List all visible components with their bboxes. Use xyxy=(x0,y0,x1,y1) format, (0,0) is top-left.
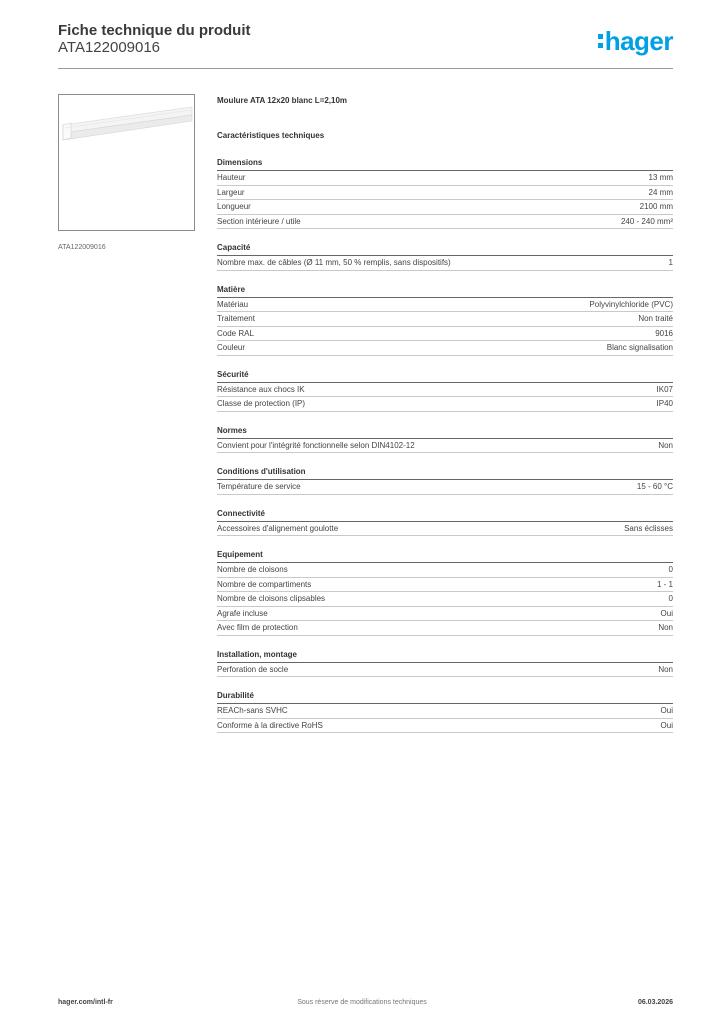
spec-label: Traitement xyxy=(217,314,255,323)
spec-section xyxy=(217,158,673,229)
spec-row xyxy=(217,607,673,622)
spec-row xyxy=(217,704,673,719)
spec-label: Nombre de cloisons xyxy=(217,565,288,574)
spec-value: Polyvinylchloride (PVC) xyxy=(589,299,673,309)
logo-dots-icon xyxy=(598,28,604,54)
spec-label: Température de service xyxy=(217,482,301,491)
spec-section xyxy=(217,285,673,356)
spec-label: Code RAL xyxy=(217,328,254,338)
spec-value: Non xyxy=(658,440,673,450)
spec-label: Résistance aux chocs IK xyxy=(217,384,305,394)
product-reference: ATA122009016 xyxy=(58,39,161,56)
section-heading: Capacité xyxy=(217,243,673,256)
section-heading: Dimensions xyxy=(217,158,673,171)
section-heading: Normes xyxy=(217,426,673,439)
spec-sections xyxy=(217,158,673,733)
spec-value: 0 xyxy=(668,594,673,603)
spec-row xyxy=(217,215,673,230)
section-heading: Matière xyxy=(217,285,673,298)
spec-label: Matériau xyxy=(217,299,249,309)
spec-label: Avec film de protection xyxy=(217,623,298,632)
spec-label: Perforation de socle xyxy=(217,664,289,674)
spec-value: 13 mm xyxy=(648,173,673,182)
spec-label: Classe de protection (IP) xyxy=(217,399,306,408)
spec-value: 2100 mm xyxy=(639,202,673,211)
spec-section xyxy=(217,650,673,678)
spec-label: Accessoires d'alignement goulotte xyxy=(217,523,339,533)
spec-row xyxy=(217,200,673,215)
spec-section xyxy=(217,243,673,271)
spec-section xyxy=(217,370,673,412)
spec-row xyxy=(217,171,673,186)
spec-row xyxy=(217,383,673,398)
specifications xyxy=(217,96,673,733)
section-heading: Conditions d'utilisation xyxy=(217,467,673,480)
spec-value: Sans éclisses xyxy=(624,523,673,533)
footer-date: 06.03.2026 xyxy=(637,999,673,1006)
spec-row xyxy=(217,312,673,327)
section-heading: Durabilité xyxy=(217,691,673,704)
spec-section xyxy=(217,509,673,537)
spec-row xyxy=(217,439,673,454)
section-heading: Installation, montage xyxy=(217,650,673,663)
spec-value: 15 - 60 °C xyxy=(636,482,673,491)
spec-label: Agrafe incluse xyxy=(217,608,268,618)
spec-value: Non traité xyxy=(638,314,673,323)
image-caption: ATA122009016 xyxy=(58,244,106,251)
spec-label: Nombre de cloisons clipsables xyxy=(217,594,326,603)
header-divider xyxy=(58,68,673,69)
spec-value: 240 - 240 mm² xyxy=(620,216,673,226)
spec-value: Oui xyxy=(660,720,673,730)
spec-value: IK07 xyxy=(656,384,673,394)
spec-value: 9016 xyxy=(655,328,673,338)
spec-value: IP40 xyxy=(656,399,673,408)
spec-value: Blanc signalisation xyxy=(606,343,673,352)
spec-row xyxy=(217,341,673,356)
spec-label: Convient pour l'intégrité fonctionnelle selon DIN4102-12 xyxy=(217,440,415,450)
spec-row xyxy=(217,522,673,537)
product-image xyxy=(58,94,195,231)
page-title: Fiche technique du produit xyxy=(58,22,251,39)
spec-row xyxy=(217,186,673,201)
footer-website: hager.com/intl-fr xyxy=(58,999,113,1006)
spec-row xyxy=(217,621,673,636)
spec-section xyxy=(217,467,673,495)
specs-title: Caractéristiques techniques xyxy=(217,131,325,140)
spec-row xyxy=(217,563,673,578)
spec-label: Couleur xyxy=(217,343,246,352)
spec-section xyxy=(217,691,673,733)
spec-value: 0 xyxy=(668,565,673,574)
spec-label: Nombre max. de câbles (Ø 11 mm, 50 % remplis, sans dispositifs) xyxy=(217,258,451,267)
spec-row xyxy=(217,480,673,495)
spec-label: REACh-sans SVHC xyxy=(217,706,288,715)
spec-label: Nombre de compartiments xyxy=(217,579,312,589)
spec-value: 1 xyxy=(668,258,673,267)
spec-row xyxy=(217,592,673,607)
spec-row xyxy=(217,298,673,313)
spec-label: Largeur xyxy=(217,187,245,197)
spec-label: Hauteur xyxy=(217,173,246,182)
spec-row xyxy=(217,256,673,271)
product-name: Moulure ATA 12x20 blanc L=2,10m xyxy=(217,96,348,105)
footer-notice: Sous réserve de modifications techniques xyxy=(297,999,427,1006)
spec-value: 1 - 1 xyxy=(656,579,673,589)
spec-value: Oui xyxy=(660,608,673,618)
spec-row xyxy=(217,578,673,593)
spec-row xyxy=(217,719,673,734)
spec-label: Longueur xyxy=(217,202,251,211)
spec-label: Conforme à la directive RoHS xyxy=(217,720,323,730)
spec-row xyxy=(217,663,673,678)
spec-row xyxy=(217,327,673,342)
logo-text: hager xyxy=(604,26,673,56)
section-heading: Sécurité xyxy=(217,370,673,383)
spec-label: Section intérieure / utile xyxy=(217,216,301,226)
spec-value: Oui xyxy=(660,706,673,715)
spec-row xyxy=(217,397,673,412)
section-heading: Connectivité xyxy=(217,509,673,522)
cable-trunking-icon xyxy=(59,95,194,230)
hager-logo xyxy=(598,28,673,54)
spec-section xyxy=(217,426,673,454)
spec-section xyxy=(217,550,673,636)
section-heading: Equipement xyxy=(217,550,673,563)
spec-value: Non xyxy=(658,664,673,674)
spec-value: 24 mm xyxy=(648,187,673,197)
spec-value: Non xyxy=(658,623,673,632)
